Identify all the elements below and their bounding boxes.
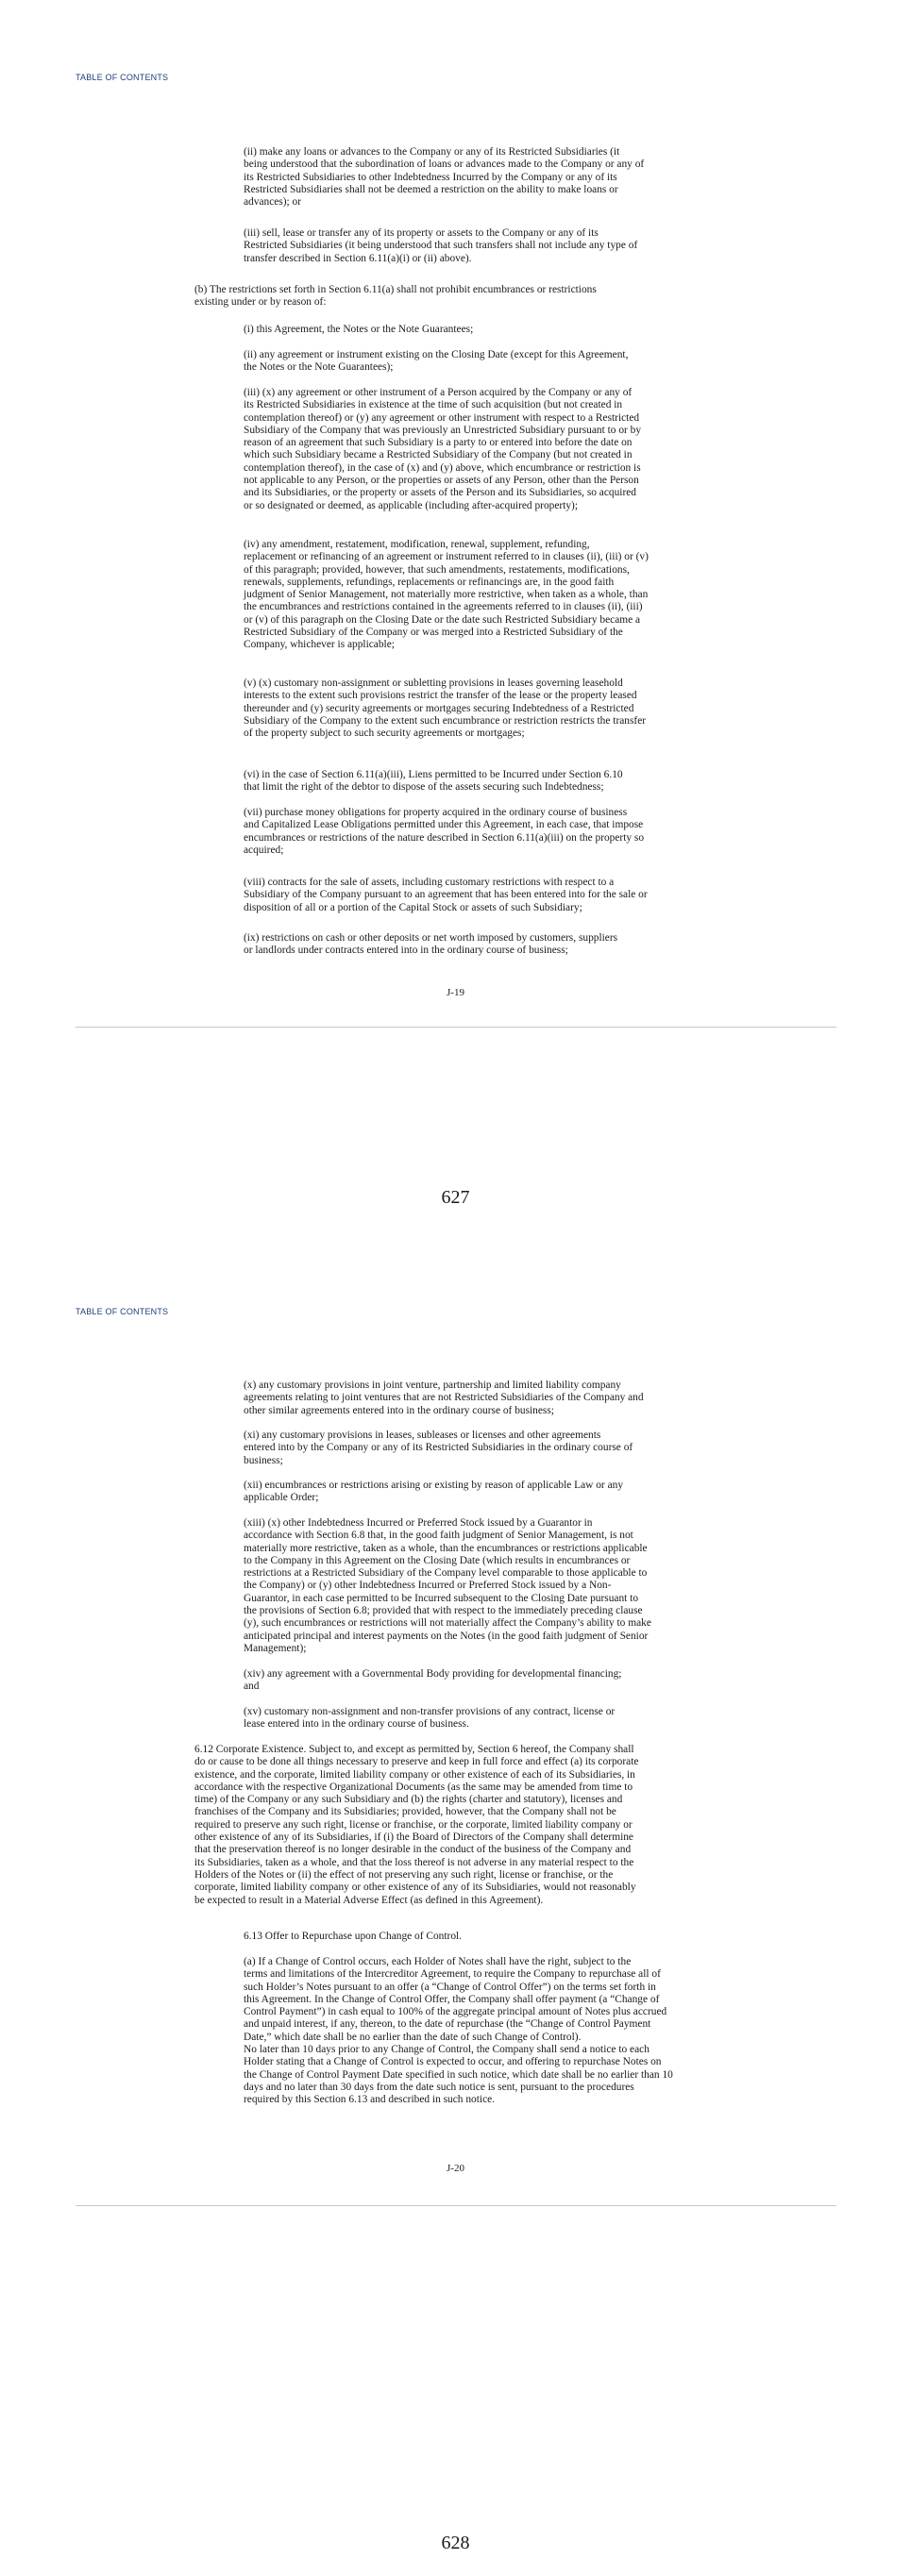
clause-iii-transfer: (iii) sell, lease or transfer any of its property or assets to the Company or any of its Restricted Subsidiaries (it being understood that such transfers shall not include any type of transfer described in Section 6.11(a)(i) or (ii) above). [244,227,638,264]
clause-b-xiv: (xiv) any agreement with a Governmental Body providing for developmental financing; and [244,1668,622,1693]
section-6-13-heading: 6.13 Offer to Repurchase upon Change of Control. [244,1931,463,1942]
table-of-contents-link[interactable]: TABLE OF CONTENTS [76,73,169,82]
page-number: 628 [441,2533,470,2553]
page-divider [76,2205,836,2206]
clause-b-xii: (xii) encumbrances or restrictions arising or existing by reason of applicable Law or any applicable Order; [244,1480,624,1504]
section-b-intro: (b) The restrictions set forth in Section 6.11(a) shall not prohibit encumbrances or restrictions existing under or by reason of: [194,284,597,309]
clause-b-xv: (xv) customary non-assignment and non-transfer provisions of any contract, license or lease entered into in the ordinary course of business. [244,1706,616,1731]
clause-b-v: (v) (x) customary non-assignment or subletting provisions in leases governing leasehold interests to the extent such provisions restrict the transfer of the lease or the property leased thereunder and (y) security agreements or mortgages securing Indebtedness of a Restricted Subsidiary of the Company to the extent such encumbrance or restriction restricts the transfer of the property subject to such security agreements or mortgages; [244,677,647,740]
section-6-13-notice: No later than 10 days prior to any Change of Control, the Company shall send a notice to each Holder stating that a Change of Control is expected to occur, and offering to repurchase Notes on the Change of Control Payment Date specified in such notice, which date shall be no earlier than 10 days and no later than 30 days from the date such notice is sent, pursuant to the procedures required by this Section 6.13 and described in such notice. [244,2044,673,2106]
clause-b-xi: (xi) any customary provisions in leases, subleases or licenses and other agreements entered into by the Company or any of its Restricted Subsidiaries in the ordinary course of business; [244,1430,633,1466]
table-of-contents-link[interactable]: TABLE OF CONTENTS [76,1307,169,1316]
page-divider [76,1027,836,1028]
clause-b-i: (i) this Agreement, the Notes or the Note Guarantees; [244,324,474,335]
page-footer: J-19 [447,987,464,998]
section-6-12-corporate-existence: 6.12 Corporate Existence. Subject to, and except as permitted by, Section 6 hereof, the Company shall do or cause to be done all things necessary to preserve and keep in full force and effect (a) its corporate existence, and the corporate, limited liability company or other existence of each of its Subsidiaries, in accordance with the respective Organizational Documents (as the same may be amended from time to time) of the Company or any such Subsidiary and (b) the rights (charter and statutory), licenses and franchises of the Company and its Subsidiaries; provided, however, that the Company shall not be required to preserve any such right, license or franchise, or the corporate, limited liability company or other existence of any of its Subsidiaries, if (i) the Board of Directors of the Company shall determine that the preservation thereof is no longer desirable in the conduct of the business of the Company and its Subsidiaries, taken as a whole, and that the loss thereof is not adverse in any material respect to the Holders of the Notes or (ii) the effect of not preserving any such right, license or franchise, or the corporate, limited liability company or other existence of any of its Subsidiaries, would not reasonably be expected to result in a Material Adverse Effect (as defined in this Agreement). [194,1744,639,1906]
clause-b-viii: (viii) contracts for the sale of assets, including customary restrictions with respect to a Subsidiary of the Company pursuant to an agreement that has been entered into for the sale or disposition of all or a portion of the Capital Stock or assets of such Subsidiary; [244,877,648,913]
section-6-13-a: (a) If a Change of Control occurs, each Holder of Notes shall have the right, subject to the terms and limitations of the Intercreditor Agreement, to require the Company to repurchase all of such Holder’s Notes pursuant to an offer (a “Change of Control Offer”) on the terms set forth in this Agreement. In the Change of Control Offer, the Company shall offer payment (a “Change of Control Payment”) in cash equal to 100% of the aggregate principal amount of Notes plus accrued and unpaid interest, if any, thereon, to the date of repurchase (the “Change of Control Payment Date,” which date shall be no earlier than the date of such Change of Control). [244,1956,667,2043]
clause-b-vii: (vii) purchase money obligations for property acquired in the ordinary course of business and Capitalized Lease Obligations permitted under this Agreement, in each case, that impose encumbrances or restrictions of the nature described in Section 6.11(a)(iii) on the property so acquired; [244,807,645,856]
clause-b-x: (x) any customary provisions in joint venture, partnership and limited liability company agreements relating to joint ventures that are not Restricted Subsidiaries of the Company and other similar agreements entered into in the ordinary course of business; [244,1380,644,1416]
clause-b-vi: (vi) in the case of Section 6.11(a)(iii), Liens permitted to be Incurred under Section 6.10 that limit the right of the debtor to dispose of the assets securing such Indebtedness; [244,769,623,794]
page-number: 627 [441,1187,470,1208]
clause-ii-loans: (ii) make any loans or advances to the Company or any of its Restricted Subsidiaries (it being understood that the subordination of loans or advances made to the Company or any of its Restricted Subsidiaries to other Indebtedness Incurred by the Company or any of its Restricted Subsidiaries shall not be deemed a restriction on the ability to make loans or advances); or [244,146,645,209]
clause-b-iii: (iii) (x) any agreement or other instrument of a Person acquired by the Company or any of its Restricted Subsidiaries in existence at the time of such acquisition (but not created in contemplation thereof) or (y) any agreement or other instrument with respect to a Restricted Subsidiary of the Company that was previously an Unrestricted Subsidiary pursuant to or by reason of an agreement that such Subsidiary is a party to or entered into before the date on which such Subsidiary became a Restricted Subsidiary of the Company (but not created in contemplation thereof), in the case of (x) and (y) above, which encumbrance or restriction is not applicable to any Person, or the properties or assets of any Person, other than the Person and its Subsidiaries, or the property or assets of the Person and its Subsidiaries, so acquired or so designated or deemed, as applicable (including after-acquired property); [244,387,642,511]
clause-b-ii: (ii) any agreement or instrument existing on the Closing Date (except for this Agreement, the Notes or the Note Guarantees); [244,349,629,374]
clause-b-xiii: (xiii) (x) other Indebtedness Incurred or Preferred Stock issued by a Guarantor in accordance with Section 6.8 that, in the good faith judgment of Senior Management, is not materially more restrictive, taken as a whole, than the encumbrances or restrictions applicable to the Company in this Agreement on the Closing Date (which results in encumbrances or restrictions at a Restricted Subsidiary of the Company level comparable to those applicable to the Company) or (y) other Indebtedness Incurred or Preferred Stock issued by a Non- Guarantor, in each case permitted to be Incurred subsequent to the Closing Date pursuant to the provisions of Section 6.8; provided that with respect to the immediately preceding clause (y), such encumbrances or restrictions will not materially affect the Company’s ability to make anticipated principal and interest payments on the Notes (in the good faith judgment of Senior Management); [244,1517,651,1654]
page-footer: J-20 [447,2163,464,2174]
clause-b-iv: (iv) any amendment, restatement, modification, renewal, supplement, refunding, replacement or refinancing of an agreement or instrument referred to in clauses (ii), (iii) or (v) of this paragraph; provided, however, that such amendments, restatements, modifications, renewals, supplements, refundings, replacements or refinancings are, in the good faith judgment of Senior Management, not materially more restrictive, when taken as a whole, than the encumbrances and restrictions contained in the agreements referred to in clauses (ii), (iii) or (v) of this paragraph on the Closing Date or the date such Restricted Subsidiary became a Restricted Subsidiary of the Company or was merged into a Restricted Subsidiary of the Company, whichever is applicable; [244,539,649,651]
clause-b-ix: (ix) restrictions on cash or other deposits or net worth imposed by customers, suppliers or landlords under contracts entered into in the ordinary course of business; [244,932,618,957]
